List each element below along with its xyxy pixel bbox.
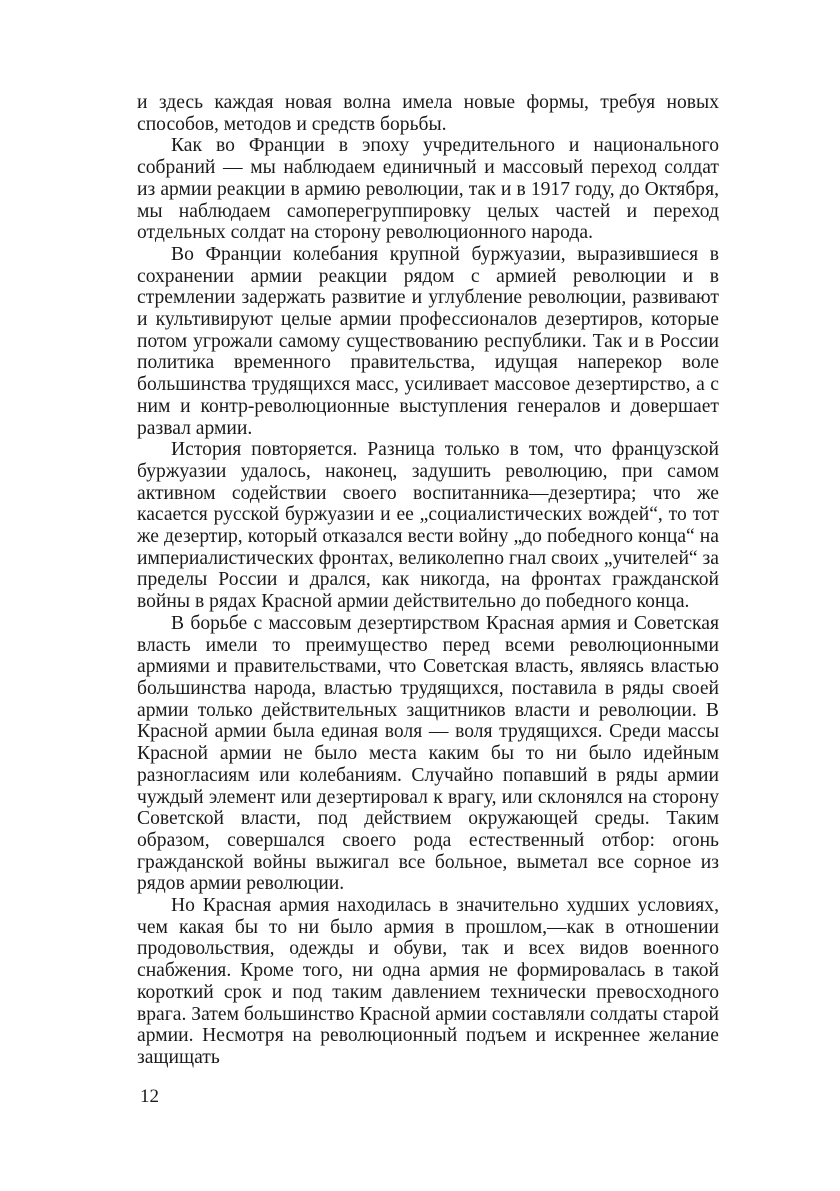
paragraph-3: Во Франции колебания крупной буржуазии, выразившиеся в сохранении армии реакции рядом с армией революции и в стремлении задержать развитие и углубление революции, развивают и культивируют целые армии профессионалов дезертиров, которые потом угрожали самому существованию республики. Так и в России политика временного правительства, идущая наперекор воле большинства трудящихся масс, усиливает массовое дезертирство, а с ним и контр-революционные выступления генералов и довершает развал армии. <box>137 243 719 439</box>
paragraph-6: Но Красная армия находилась в значительно худших условиях, чем какая бы то ни было армия в прошлом,—как в отношении продовольствия, одежды и обуви, так и всех видов военного снабжения. Кроме того, ни одна армия не формировалась в такой короткий срок и под таким давлением технически превосходного врага. Затем большинство Красной армии составляли солдаты старой армии. Несмотря на революционный подъем и искреннее желание защищать <box>137 895 719 1068</box>
paragraph-4: История повторяется. Разница только в том, что французской буржуазии удалось, наконец, задушить революцию, при самом активном содействии своего воспитанника—дезертира; что же касается русской буржуазии и ее „социалистических вождей“, то тот же дезертир, который отказался вести войну „до победного конца“ на империалистических фронтах, великолепно гнал своих „учителей“ за пределы России и дрался, как никогда, на фронтах гражданской войны в рядах Красной армии действительно до победного конца. <box>137 439 719 613</box>
paragraph-5: В борьбе с массовым дезертирством Красная армия и Советская власть имели то преимущество перед всеми революционными армиями и правительствами, что Советская власть, являясь властью большинства народа, властью трудящихся, поставила в ряды своей армии только действительных защитников власти и революции. В Красной армии была единая воля — воля трудящихся. Среди массы Красной армии не было места каким бы то ни было идейным разногласиям или колебаниям. Случайно попавший в ряды армии чуждый элемент или дезертировал к врагу, или склонялся на сторону Советской власти, под действием окружающей среды. Таким образом, совершался своего рода естественный отбор: огонь гражданской войны выжигал все больное, выметал все сорное из рядов армии революции. <box>137 612 719 895</box>
paragraph-2: Как во Франции в эпоху учредительного и национального собраний — мы наблюдаем единичный и массовый переход солдат из армии реакции в армию революции, так и в 1917 году, до Октября, мы наблюдаем самоперегруппировку целых частей и переход отдельных солдат на сторону революционного народа. <box>137 135 719 244</box>
page-number: 12 <box>140 1086 159 1107</box>
page-body <box>137 92 719 1069</box>
paragraph-1: и здесь каждая новая волна имела новые формы, требуя новых способов, методов и средств борьбы. <box>137 92 719 135</box>
